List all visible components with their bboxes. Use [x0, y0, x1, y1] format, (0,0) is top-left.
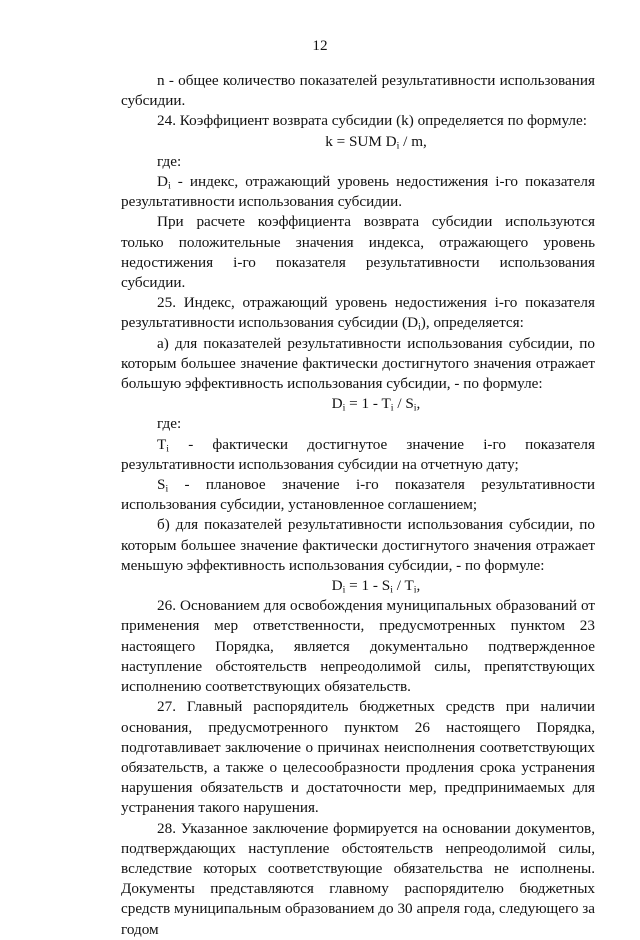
- subscript: i: [342, 402, 346, 414]
- text-run: S: [157, 476, 166, 494]
- paragraph: n - общее количество показателей результативности использования субсидии.: [121, 72, 595, 110]
- page-number: 12: [312, 37, 328, 54]
- paragraph: б) для показателей результативности использования субсидии, по которым большее значение фактически достигнутого значения отражает меньшую эффективность использования субсидии, - по формуле:: [121, 516, 595, 574]
- formula: [121, 576, 595, 596]
- subscript: i: [390, 402, 394, 414]
- text-run: / S: [393, 395, 414, 413]
- subscript: i: [390, 584, 393, 596]
- paragraph: [121, 293, 595, 333]
- text-run: / m,: [399, 132, 427, 150]
- text-run: 25. Индекс, отражающий уровень недостижения i-го показателя результативности использования субсидии (D: [121, 294, 595, 332]
- formula: [121, 394, 595, 414]
- text-run: ,: [416, 395, 421, 413]
- paragraph: При расчете коэффициента возврата субсидии используются только положительные значения индекса, отражающего уровень недостижения i-го показателя результативности использования субсидии.: [121, 213, 595, 292]
- subscript: i: [167, 180, 171, 192]
- text-run: - фактически достигнутое значение i-го показателя результативности использования субсидии на отчетную дату;: [121, 435, 595, 473]
- document-body: [121, 71, 595, 940]
- subscript: i: [413, 402, 417, 414]
- text-run: D: [331, 395, 343, 413]
- text-run: ,: [416, 577, 421, 595]
- paragraph: 28. Указанное заключение формируется на основании документов, подтверждающих наступление обстоятельств непреодолимой силы, вследствие которых соответствующие обязательства не исполнены. Документы представляются главному распорядителю бюджетных средств муниципальным образованием до 30 апреля года, следующего за годом: [121, 819, 595, 938]
- text-run: D: [157, 173, 168, 191]
- text-run: / T: [392, 577, 414, 595]
- paragraph: где:: [157, 152, 182, 170]
- subscript: i: [342, 584, 346, 596]
- subscript: i: [165, 483, 169, 495]
- text-run: = 1 - T: [345, 395, 391, 413]
- subscript: i: [396, 140, 400, 152]
- paragraph: 27. Главный распорядитель бюджетных средств при наличии основания, предусмотренного пунктом 26 настоящего Порядка, подготавливает заключение о причинах неисполнения соответствующих обязательств, а также о целесообразности продления срока устранения нарушения обязательств и достаточности мер, предпринимаемых для устранения такого нарушения.: [121, 698, 595, 817]
- subscript: i: [413, 584, 417, 596]
- text-run: - индекс, отражающий уровень недостижения i-го показателя результативности использования субсидии.: [121, 173, 595, 211]
- text-run: k = SUM D: [325, 132, 397, 150]
- paragraph: [121, 435, 595, 475]
- text-run: T: [157, 435, 167, 453]
- text-run: - плановое значение i-го показателя результативности использования субсидии, установленное соглашением;: [121, 476, 595, 514]
- paragraph: а) для показателей результативности использования субсидии, по которым большее значение фактически достигнутого значения отражает большую эффективность использования субсидии, - по формуле:: [121, 334, 595, 393]
- text-run: = 1 - S: [345, 577, 391, 595]
- subscript: i: [166, 443, 170, 455]
- text-run: ), определяется:: [420, 314, 524, 332]
- paragraph: где:: [157, 415, 182, 433]
- subscript: i: [418, 321, 421, 333]
- paragraph: [121, 475, 595, 515]
- paragraph: 26. Основанием для освобождения муниципальных образований от применения мер ответственности, предусмотренных пунктом 23 настоящего Порядка, является документально подтвержденное наступление обстоятельств непреодолимой силы, препятствующих исполнению соответствующих обязательств.: [121, 597, 595, 696]
- text-run: D: [331, 577, 343, 595]
- paragraph: 24. Коэффициент возврата субсидии (k) определяется по формуле:: [157, 112, 587, 130]
- paragraph: [121, 172, 595, 212]
- formula: [121, 132, 595, 152]
